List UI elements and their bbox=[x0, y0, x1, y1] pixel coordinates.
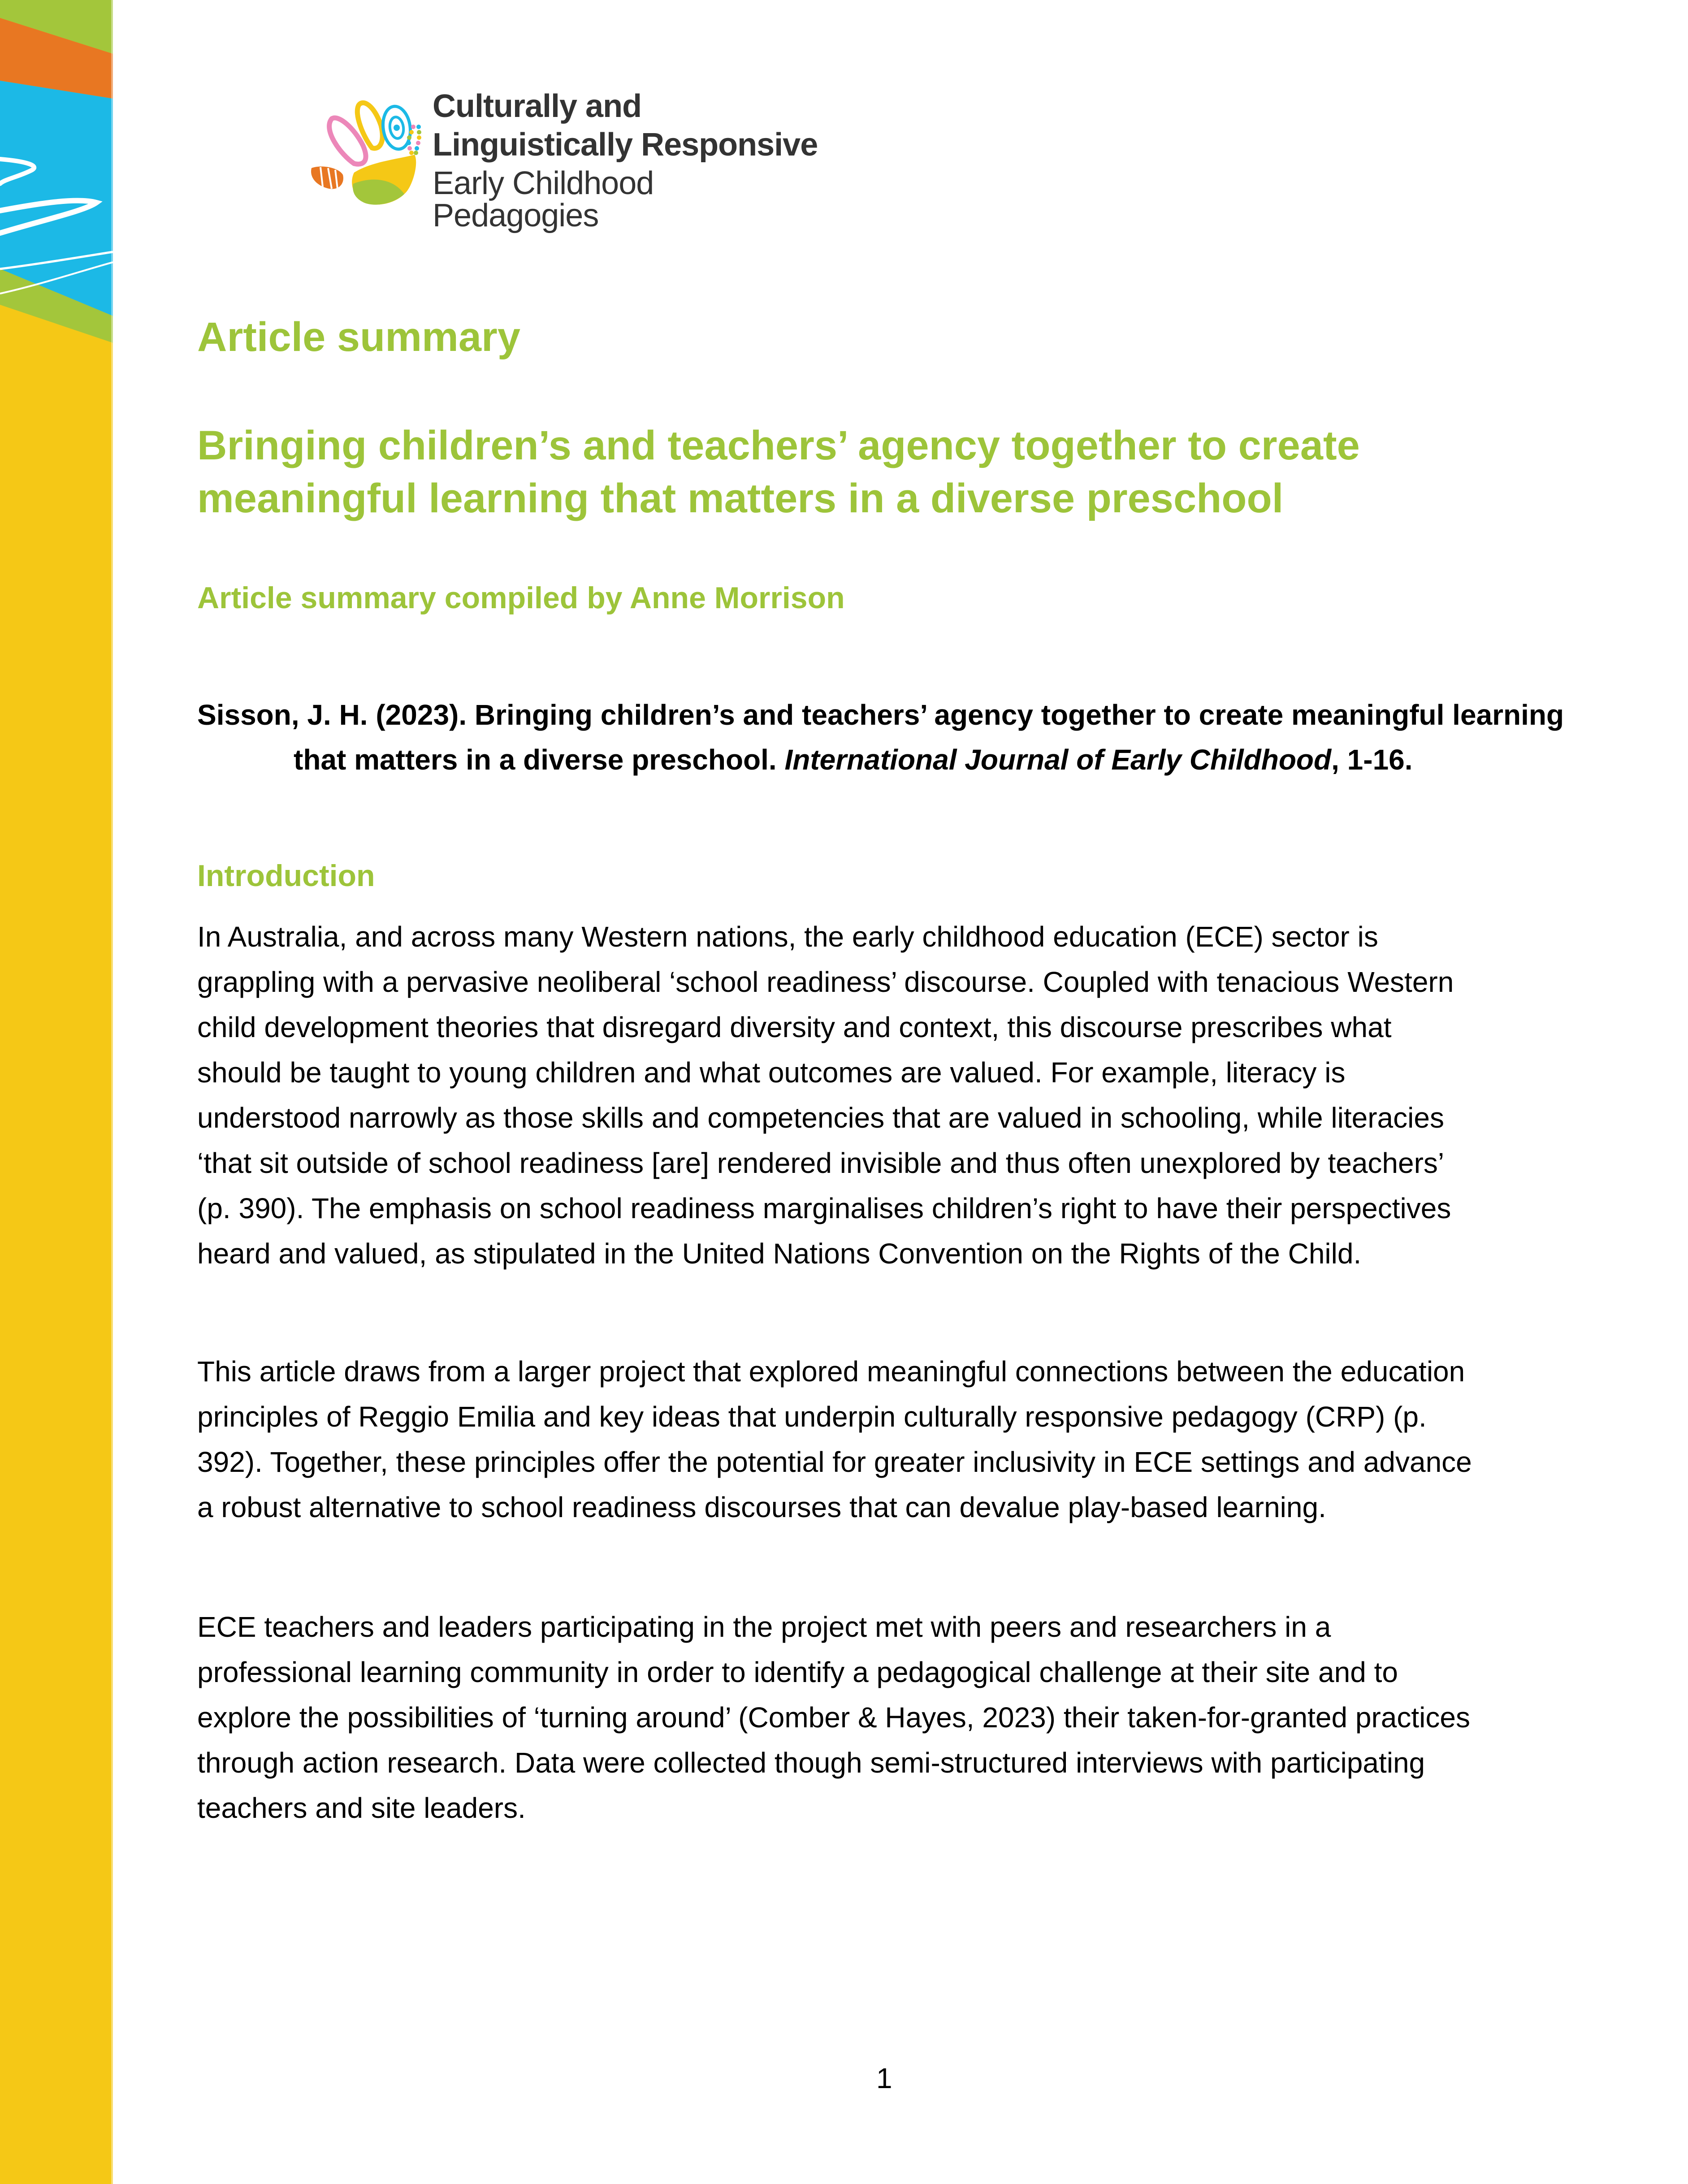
citation bbox=[197, 692, 1571, 782]
logo-line-3: Early Childhood Pedagogies bbox=[433, 165, 654, 234]
logo-wordmark bbox=[433, 87, 825, 232]
citation-journal: International Journal of Early Childhood bbox=[784, 744, 1332, 776]
introduction-heading: Introduction bbox=[197, 859, 375, 893]
decorative-side-strip bbox=[0, 0, 113, 2184]
citation-pages: , 1-16. bbox=[1331, 744, 1413, 776]
paragraph: In Australia, and across many Western nations, the early childhood education (ECE) sector is grappling with a pervasive neoliberal ‘school readiness’ discourse. Coupled with tenacious Western child development theories that disregard diversity and context, this discourse prescribes what should be taught to young children and what outcomes are valued. For example, literacy is understood narrowly as those skills and competencies that are valued in schooling, while literacies ‘that sit outside of school readiness [are] rendered invisible and thus often unexplored by teachers’ (p. 390). The emphasis on school readiness marginalises children’s right to have their perspectives heard and valued, as stipulated in the United Nations Convention on the Rights of the Child. bbox=[197, 921, 1454, 1270]
logo-line-2: Linguistically Responsive bbox=[433, 127, 818, 163]
handprint-logo-icon bbox=[296, 87, 430, 208]
article-title: Bringing children’s and teachers’ agency together to create meaningful learning that matters in a diverse preschool bbox=[197, 423, 1360, 521]
citation-article-title: Bringing children’s and teachers’ agency together to create meaningful learning that matters in a diverse preschool. bbox=[294, 699, 1564, 776]
section-label: Article summary bbox=[197, 314, 520, 360]
color-band-graphic bbox=[0, 0, 113, 2184]
compiled-by: Article summary compiled by Anne Morrison bbox=[197, 581, 845, 615]
brand-logo bbox=[296, 87, 825, 234]
page-number: 1 bbox=[876, 2062, 892, 2094]
citation-authors-year: Sisson, J. H. (2023). bbox=[197, 699, 475, 731]
paragraph: ECE teachers and leaders participating in the project met with peers and researchers in a professional learning community in order to identify a pedagogical challenge at their site and to explore the possibilities of ‘turning around’ (Comber & Hayes, 2023) their taken-for-granted practices through action research. Data were collected though semi-structured interviews with participating teachers and site leaders. bbox=[197, 1611, 1470, 1824]
paragraph: This article draws from a larger project that explored meaningful connections between the education principles of Reggio Emilia and key ideas that underpin culturally responsive pedagogy (CRP) (p. 392). Together, these principles offer the potential for greater inclusivity in ECE settings and advance a robust alternative to school readiness discourses that can devalue play-based learning. bbox=[197, 1355, 1472, 1523]
logo-line-1: Culturally and bbox=[433, 88, 642, 124]
